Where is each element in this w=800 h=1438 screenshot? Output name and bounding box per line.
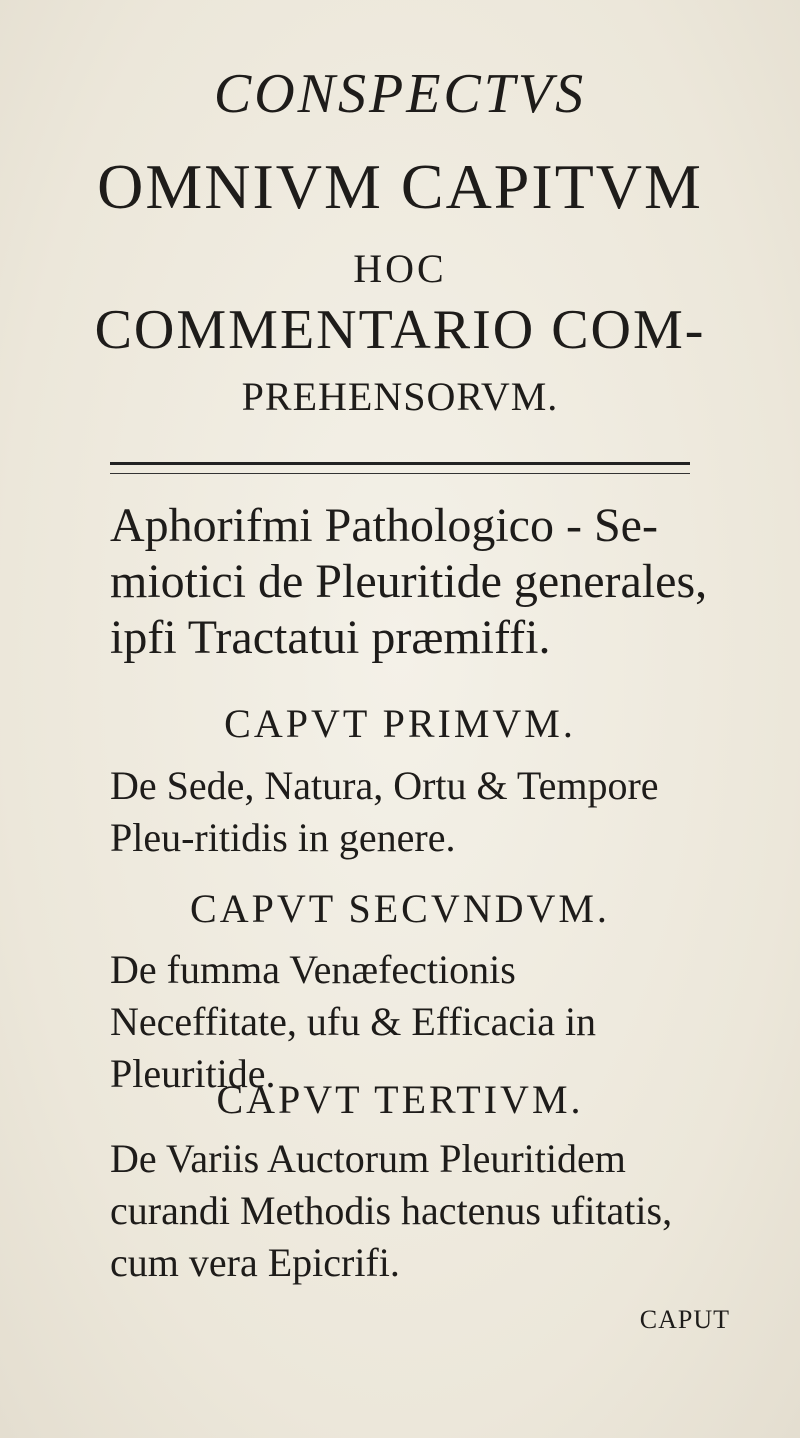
- title-prehensorum: PREHENSORVM.: [241, 374, 559, 419]
- chapter-1-heading: CAPVT PRIMVM.: [224, 701, 576, 746]
- chapter-3-heading: CAPVT TERTIVM.: [216, 1077, 584, 1122]
- catchword: CAPUT: [639, 1305, 730, 1334]
- title-conspectus: CONSPECTVS: [213, 63, 587, 125]
- title-hoc: HOC: [353, 246, 447, 291]
- chapter-2-heading: CAPVT SECVNDVM.: [190, 886, 610, 931]
- chapter-3-description: De Variis Auctorum Pleuritidem curandi Methodis hactenus ufitatis, cum vera Epicrifi.: [110, 1136, 673, 1285]
- chapter-2-description: De fumma Venæfectionis Neceffitate, ufu & Efficacia in Pleuritide.: [110, 947, 597, 1096]
- chapter-1-description: De Sede, Natura, Ortu & Tempore Pleu-ritidis in genere.: [110, 763, 659, 860]
- title-omnium-capitum: OMNIVM CAPITVM: [97, 151, 703, 222]
- aphorismi-paragraph: Aphorifmi Pathologico - Se-miotici de Pleuritide generales, ipfi Tractatui præmiffi.: [110, 499, 708, 664]
- title-commentario: COMMENTARIO COM-: [94, 299, 706, 361]
- double-rule-divider: [110, 462, 690, 474]
